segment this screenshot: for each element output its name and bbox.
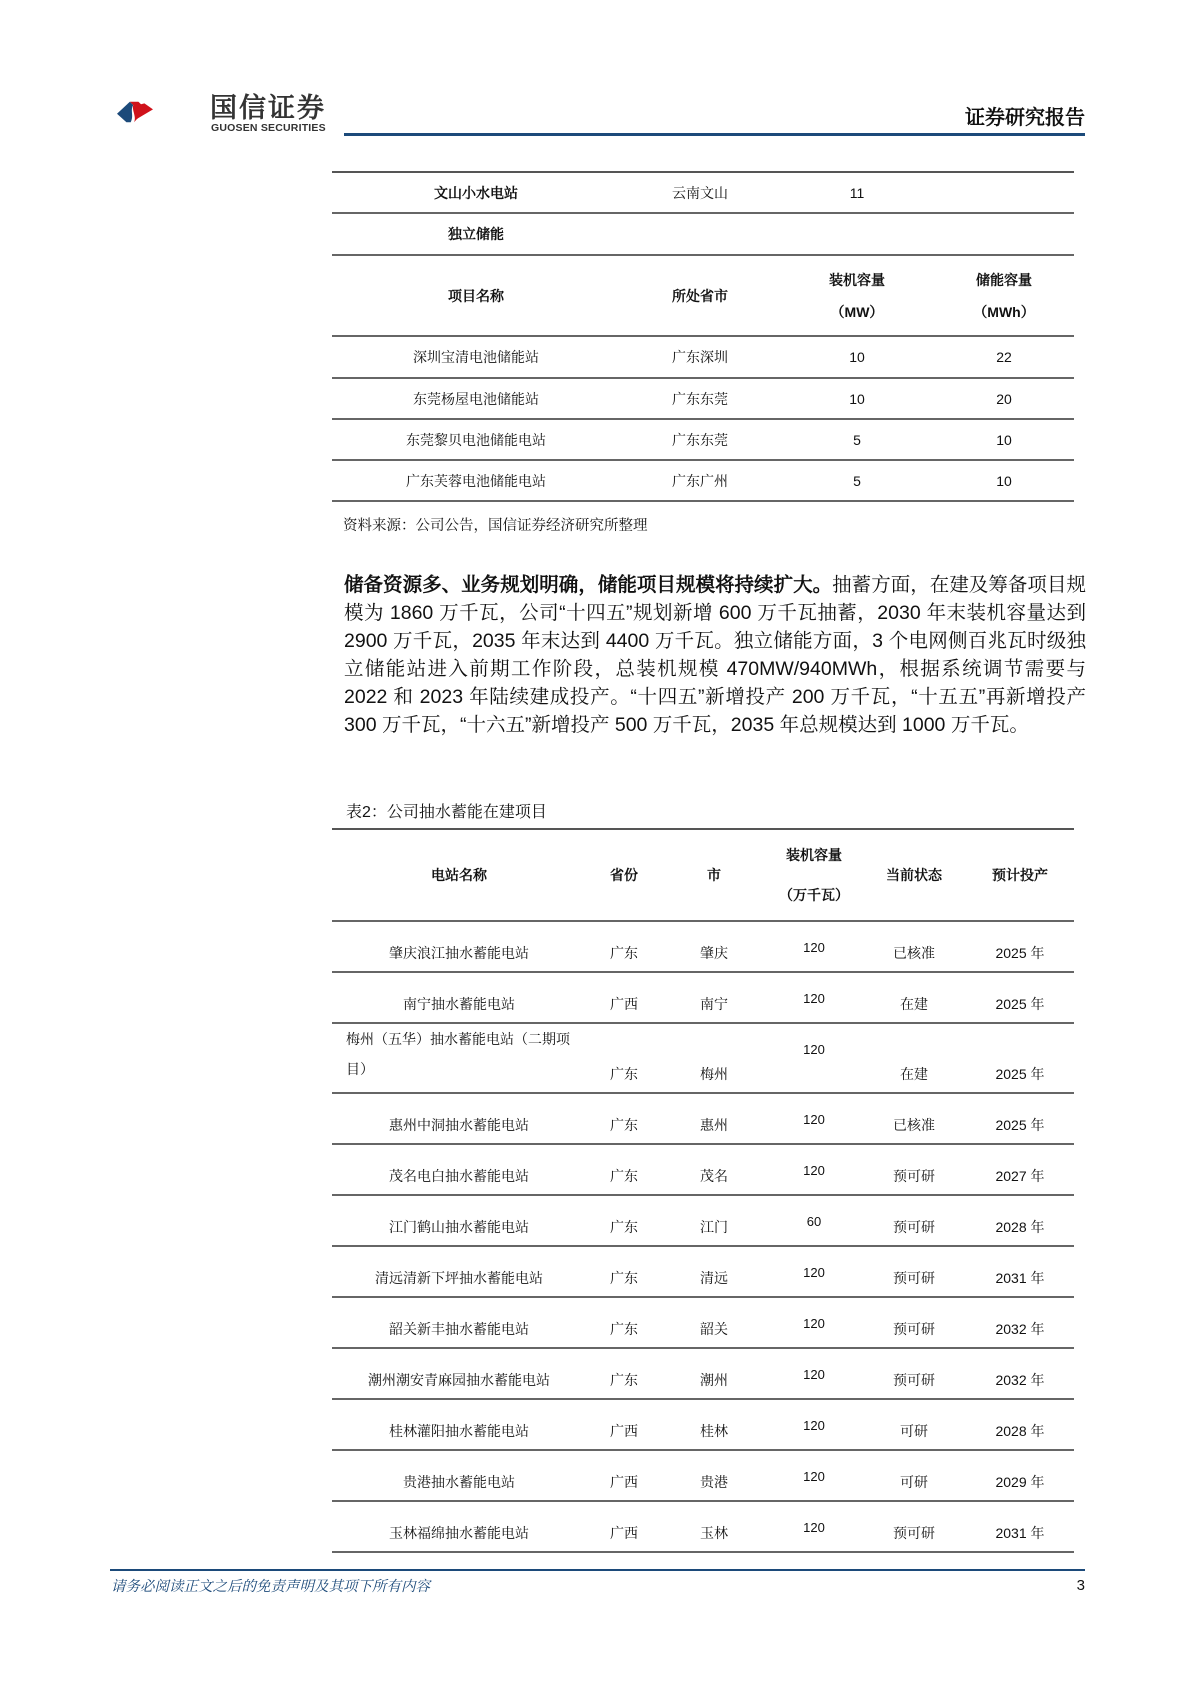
table-header-row xyxy=(332,255,1074,336)
report-type-title: 证券研究报告 xyxy=(965,107,1085,129)
cell-region: 广东深圳 xyxy=(620,336,780,378)
cell-capacity: 120 xyxy=(766,1023,862,1093)
cell-region: 广东东莞 xyxy=(620,419,780,460)
cell-province: 广东 xyxy=(586,1348,662,1399)
cell-name: 梅州（五华）抽水蓄能电站（二期项目） xyxy=(332,1023,586,1093)
cell-status: 预可研 xyxy=(862,1501,966,1552)
header-capacity-unit: （万千瓦） xyxy=(779,887,849,903)
cell-capacity: 120 xyxy=(766,1348,862,1399)
cell-province: 广东 xyxy=(586,921,662,972)
header-name: 项目名称 xyxy=(332,255,620,336)
logo-text-en: GUOSEN SECURITIES xyxy=(211,122,326,134)
cell-city: 玉林 xyxy=(662,1501,766,1552)
cell-name: 南宁抽水蓄能电站 xyxy=(332,972,586,1023)
cell-storage xyxy=(934,172,1074,213)
cell-status: 已核准 xyxy=(862,1093,966,1144)
cell-storage: 10 xyxy=(934,460,1074,501)
cell-name: 肇庆浪江抽水蓄能电站 xyxy=(332,921,586,972)
cell-storage: 10 xyxy=(934,419,1074,460)
cell-name: 潮州潮安青麻园抽水蓄能电站 xyxy=(332,1348,586,1399)
cell-province: 广东 xyxy=(586,1093,662,1144)
cell-province: 广西 xyxy=(586,1399,662,1450)
cell-year: 2029 年 xyxy=(966,1450,1074,1501)
cell-name: 贵港抽水蓄能电站 xyxy=(332,1450,586,1501)
cell-province: 广东 xyxy=(586,1246,662,1297)
section-row xyxy=(332,213,1074,255)
cell-province: 广西 xyxy=(586,1501,662,1552)
cell-year: 2025 年 xyxy=(966,1093,1074,1144)
cell-name: 韶关新丰抽水蓄能电站 xyxy=(332,1297,586,1348)
cell-year: 2025 年 xyxy=(966,921,1074,972)
cell-capacity: 120 xyxy=(766,1501,862,1552)
cell-city: 桂林 xyxy=(662,1399,766,1450)
cell-name: 清远清新下坪抽水蓄能电站 xyxy=(332,1246,586,1297)
cell-name: 东莞黎贝电池储能电站 xyxy=(332,419,620,460)
table-row xyxy=(332,336,1074,378)
cell-status: 预可研 xyxy=(862,1246,966,1297)
cell-capacity: 11 xyxy=(780,172,934,213)
cell-status: 可研 xyxy=(862,1399,966,1450)
table-caption: 表2：公司抽水蓄能在建项目 xyxy=(346,804,547,821)
table-row xyxy=(332,1246,1074,1297)
cell-name: 桂林灌阳抽水蓄能电站 xyxy=(332,1399,586,1450)
table-row xyxy=(332,378,1074,419)
cell-region: 广东东莞 xyxy=(620,378,780,419)
table-row xyxy=(332,1450,1074,1501)
cell-capacity: 120 xyxy=(766,1450,862,1501)
header-status: 当前状态 xyxy=(862,829,966,921)
cell-year: 2031 年 xyxy=(966,1501,1074,1552)
cell-status: 在建 xyxy=(862,972,966,1023)
footer-disclaimer: 请务必阅读正文之后的免责声明及其项下所有内容 xyxy=(111,1579,430,1595)
cell-name: 惠州中洞抽水蓄能电站 xyxy=(332,1093,586,1144)
cell-capacity: 120 xyxy=(766,1246,862,1297)
table-row xyxy=(332,1297,1074,1348)
cell-name: 深圳宝清电池储能站 xyxy=(332,336,620,378)
cell-city: 清远 xyxy=(662,1246,766,1297)
table-row xyxy=(332,1195,1074,1246)
header-year: 预计投产 xyxy=(966,829,1074,921)
cell-capacity: 120 xyxy=(766,972,862,1023)
footer-divider xyxy=(110,1569,1085,1571)
cell-capacity: 10 xyxy=(780,336,934,378)
cell-status: 预可研 xyxy=(862,1195,966,1246)
cell-name: 茂名电白抽水蓄能电站 xyxy=(332,1144,586,1195)
table-source-note: 资料来源：公司公告，国信证券经济研究所整理 xyxy=(343,518,648,534)
cell-province: 广东 xyxy=(586,1195,662,1246)
cell-storage: 20 xyxy=(934,378,1074,419)
table-row xyxy=(332,172,1074,213)
header-storage xyxy=(934,255,1074,336)
header-province: 省份 xyxy=(586,829,662,921)
header-capacity xyxy=(780,255,934,336)
cell-status: 预可研 xyxy=(862,1348,966,1399)
body-paragraph xyxy=(344,571,1086,740)
cell-capacity: 120 xyxy=(766,1144,862,1195)
header-city: 市 xyxy=(662,829,766,921)
table-row xyxy=(332,1144,1074,1195)
cell-year: 2031 年 xyxy=(966,1246,1074,1297)
paragraph-lead: 储备资源多、业务规划明确，储能项目规模将持续扩大。 xyxy=(344,574,833,596)
table-row xyxy=(332,1399,1074,1450)
cell-capacity: 60 xyxy=(766,1195,862,1246)
header-capacity xyxy=(766,829,862,921)
cell-name: 江门鹤山抽水蓄能电站 xyxy=(332,1195,586,1246)
cell-year: 2025 年 xyxy=(966,1023,1074,1093)
table-row xyxy=(332,1501,1074,1552)
cell-year: 2027 年 xyxy=(966,1144,1074,1195)
cell-status: 在建 xyxy=(862,1023,966,1093)
cell-capacity: 120 xyxy=(766,921,862,972)
cell-city: 茂名 xyxy=(662,1144,766,1195)
cell-name: 东莞杨屋电池储能站 xyxy=(332,378,620,419)
cell-name: 广东芙蓉电池储能电站 xyxy=(332,460,620,501)
cell-capacity: 5 xyxy=(780,460,934,501)
cell-name: 玉林福绵抽水蓄能电站 xyxy=(332,1501,586,1552)
cell-region: 云南文山 xyxy=(620,172,780,213)
cell-capacity: 5 xyxy=(780,419,934,460)
table-row xyxy=(332,1348,1074,1399)
table-row xyxy=(332,972,1074,1023)
cell-province: 广东 xyxy=(586,1144,662,1195)
paragraph-body: 抽蓄方面，在建及筹备项目规模为 1860 万千瓦，公司“十四五”规划新增 600 万千瓦抽蓄，2030 年末装机容量达到 2900 万千瓦，2035 年末达到 4400 万千瓦。独立储能方面，3 个电网侧百兆瓦时级独立储能站进入前期工作阶段，总装机规模 470MW/940MWh，根据系统调节需要与 2022 和 2023 年陆续建成投产。“十四五”新增投产 200 万千瓦，“十五五”再新增投产 300 万千瓦，“十六五”新增投产 500 万千瓦，2035 年总规模达到 1000 万千瓦。 xyxy=(344,574,1086,737)
table-row xyxy=(332,1023,1074,1093)
header-capacity-unit: （MW） xyxy=(830,303,884,320)
cell-city: 肇庆 xyxy=(662,921,766,972)
header-divider xyxy=(344,133,1085,136)
cell-province: 广东 xyxy=(586,1023,662,1093)
cell-status: 已核准 xyxy=(862,921,966,972)
cell-year: 2032 年 xyxy=(966,1297,1074,1348)
table-row xyxy=(332,1093,1074,1144)
cell-year: 2025 年 xyxy=(966,972,1074,1023)
cell-storage: 22 xyxy=(934,336,1074,378)
cell-capacity: 120 xyxy=(766,1297,862,1348)
section-label: 独立储能 xyxy=(332,213,620,255)
cell-city: 梅州 xyxy=(662,1023,766,1093)
cell-capacity: 120 xyxy=(766,1399,862,1450)
cell-region: 广东广州 xyxy=(620,460,780,501)
table-header-row xyxy=(332,829,1074,921)
cell-city: 南宁 xyxy=(662,972,766,1023)
table-row xyxy=(332,419,1074,460)
logo-text-cn: 国信证券 xyxy=(210,93,326,123)
cell-city: 贵港 xyxy=(662,1450,766,1501)
cell-province: 广西 xyxy=(586,1450,662,1501)
pumped-storage-table xyxy=(332,828,1074,1553)
page-number: 3 xyxy=(1076,1577,1085,1594)
cell-year: 2028 年 xyxy=(966,1399,1074,1450)
table-row xyxy=(332,460,1074,501)
cell-city: 韶关 xyxy=(662,1297,766,1348)
cell-province: 广东 xyxy=(586,1297,662,1348)
cell-province: 广西 xyxy=(586,972,662,1023)
header-storage-unit: （MWh） xyxy=(973,303,1035,320)
cell-year: 2028 年 xyxy=(966,1195,1074,1246)
header-name: 电站名称 xyxy=(332,829,586,921)
guosen-logo-icon xyxy=(117,86,207,138)
cell-year: 2032 年 xyxy=(966,1348,1074,1399)
table-row xyxy=(332,921,1074,972)
cell-city: 潮州 xyxy=(662,1348,766,1399)
cell-city: 江门 xyxy=(662,1195,766,1246)
header-capacity-label: 装机容量 xyxy=(786,847,842,863)
header-capacity-label: 装机容量 xyxy=(829,271,885,288)
header-region: 所处省市 xyxy=(620,255,780,336)
cell-status: 预可研 xyxy=(862,1297,966,1348)
cell-capacity: 120 xyxy=(766,1093,862,1144)
cell-status: 可研 xyxy=(862,1450,966,1501)
cell-status: 预可研 xyxy=(862,1144,966,1195)
header-storage-label: 储能容量 xyxy=(976,271,1032,288)
cell-name: 文山小水电站 xyxy=(332,172,620,213)
cell-capacity: 10 xyxy=(780,378,934,419)
energy-storage-table xyxy=(332,171,1074,502)
cell-city: 惠州 xyxy=(662,1093,766,1144)
